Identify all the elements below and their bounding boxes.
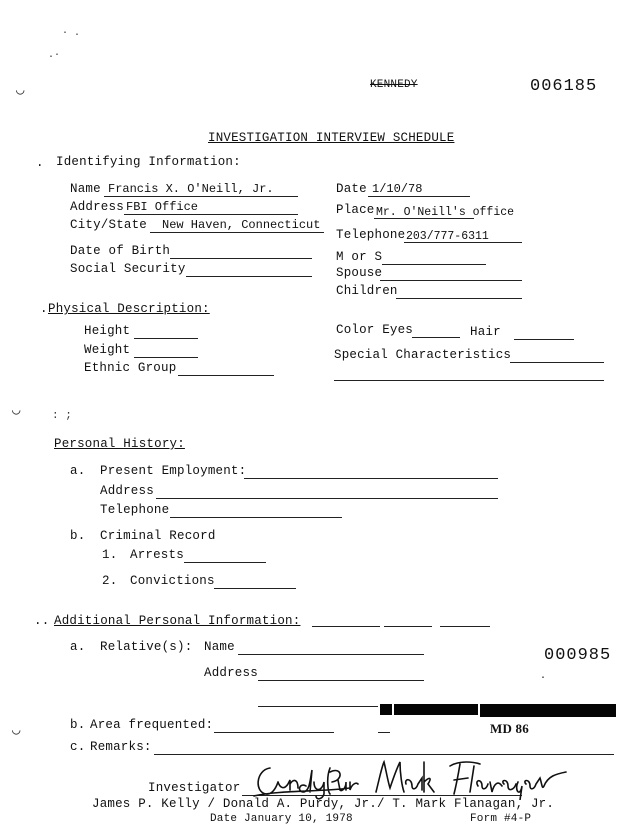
arrests-label: Arrests [130,548,184,562]
name-field-line[interactable] [104,196,298,197]
section-heading-history: Personal History: [54,437,185,451]
convictions-field-line[interactable] [214,588,296,589]
section-heading-additional: Additional Personal Information: [54,614,301,628]
margin-mark: ◡ [12,403,21,419]
md-stamp: MD 86 [490,721,529,736]
children-label: Children [336,284,398,298]
date-value: 1/10/78 [372,182,423,196]
item-marker: a. [70,640,86,654]
employment-label: Present Employment: [100,464,247,478]
stray-dots: · . [62,28,81,39]
name-value: Francis X. O'Neill, Jr. [108,182,274,196]
document-number: 006185 [530,77,598,96]
second-document-number: 000985 [544,646,612,665]
history-telephone-field-line[interactable] [170,517,342,518]
area-field-line[interactable] [214,732,334,733]
special-field-line[interactable] [510,362,604,363]
bullet: . [40,302,48,316]
address-label: Address [70,200,124,214]
item-marker: c. [70,740,86,754]
hair-field-line[interactable] [514,339,574,340]
employment-field-line[interactable] [244,478,498,479]
kennedy-label: KENNEDY [370,79,418,91]
section-heading-physical: Physical Description: [48,302,210,316]
spouse-label: Spouse [336,266,383,280]
stray-dots: : ; [52,410,72,422]
section-heading-identifying: Identifying Information: [56,155,241,169]
redaction-bar [394,704,478,715]
telephone-field-line[interactable] [404,242,522,243]
special-field-line-2[interactable] [334,380,604,381]
item-marker: b. [70,529,86,543]
bullet: . [36,156,44,170]
margin-mark: ◡ [12,723,21,739]
citystate-field-line[interactable] [150,232,324,233]
additional-field-line-2[interactable] [384,626,432,627]
spouse-field-line[interactable] [380,280,522,281]
investigator-label: Investigator [148,781,241,795]
history-telephone-label: Telephone [100,503,170,517]
weight-label: Weight [84,343,131,357]
dob-label: Date of Birth [70,244,171,258]
relatives-label: Relative(s): [100,640,193,654]
ethnic-label: Ethnic Group [84,361,177,375]
height-label: Height [84,324,131,338]
history-address-label: Address [100,484,154,498]
item-marker: b. [70,718,86,732]
relative-name-label: Name [204,640,235,654]
redaction-bar [480,704,616,717]
relative-name-field-line[interactable] [238,654,424,655]
address-value: FBI Office [126,200,199,214]
item-marker: a. [70,464,86,478]
form-title: INVESTIGATION INTERVIEW SCHEDULE [208,131,455,145]
area-label: Area frequented: [90,718,214,732]
citystate-value: New Haven, Connecticut [162,218,321,232]
relative-address-label: Address [204,666,258,680]
height-field-line[interactable] [134,338,198,339]
ssn-field-line[interactable] [186,276,312,277]
item-marker: 1. [102,548,118,562]
additional-field-line-3[interactable] [440,626,490,627]
remarks-field-line[interactable] [154,754,614,755]
blank-line [258,706,378,707]
place-label: Place [336,203,375,217]
date-label: Date [336,182,367,196]
address-field-line[interactable] [124,214,298,215]
margin-mark: ◡ [16,83,25,99]
area-field-line-2[interactable] [378,732,390,733]
date-cutoff-text: Date January 10, 1978 [210,813,353,825]
redaction-bar [380,704,392,715]
citystate-label: City/State [70,218,148,232]
arrests-field-line[interactable] [184,562,266,563]
remarks-label: Remarks: [90,740,152,754]
eyes-field-line[interactable] [412,337,460,338]
special-label: Special Characteristics [334,348,512,362]
hair-label: Hair [470,325,501,339]
form-number-cutoff: Form #4-P [470,813,532,825]
mors-field-line[interactable] [382,264,486,265]
signature-purdy [250,758,360,800]
history-address-field-line[interactable] [156,498,498,499]
eyes-label: Color Eyes [336,323,414,337]
criminal-label: Criminal Record [100,529,216,543]
bullet: .. [34,614,50,628]
mors-label: M or S [336,250,383,264]
stray-dot: · [540,673,547,684]
signature-flanagan [370,756,570,800]
place-field-line[interactable] [374,218,474,219]
children-field-line[interactable] [396,298,522,299]
additional-field-line[interactable] [312,626,380,627]
date-field-line[interactable] [368,196,470,197]
ssn-label: Social Security [70,262,186,276]
item-marker: 2. [102,574,118,588]
place-value: Mr. O'Neill's office [376,206,515,219]
dob-field-line[interactable] [170,258,312,259]
weight-field-line[interactable] [134,357,198,358]
telephone-value: 203/777-6311 [406,230,489,243]
investigators-names: James P. Kelly / Donald A. Purdy, Jr./ T. Mark Flanagan, Jr. [92,797,555,811]
convictions-label: Convictions [130,574,215,588]
stray-dots: .· [48,50,61,61]
relative-address-field-line[interactable] [258,680,424,681]
telephone-label: Telephone [336,228,406,242]
name-label: Name [70,182,101,196]
ethnic-field-line[interactable] [178,375,274,376]
